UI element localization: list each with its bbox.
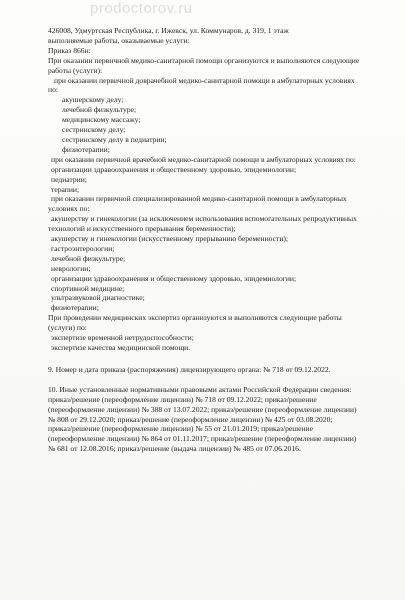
paragraph-line: (услуги) по:	[48, 323, 87, 333]
paragraph-line: приказ/решение (переоформление лицензии) № 718 от 09.12.2022; приказ/решение	[48, 394, 317, 404]
list-item: терапии;	[51, 184, 80, 194]
paragraph-line: по:	[48, 85, 58, 95]
paragraph-line: (переоформление лицензии) № 388 от 13.07.2022; приказ/решение (переоформление лицензии)	[48, 404, 357, 414]
list-item: физиотерапии;	[51, 303, 99, 313]
list-item: ультразвуковой диагностике;	[51, 293, 145, 303]
list-item: сестринскому делу;	[62, 125, 126, 135]
list-item: экспертизе временной нетрудоспособности;	[51, 333, 194, 343]
services-heading: выполняемые работы, оказываемые услуги:	[48, 35, 190, 45]
paragraph-line: При оказании первичной медико-санитарной помощи организуются и выполняются следующие	[48, 55, 360, 65]
list-item: физиотерапии;	[62, 144, 110, 154]
list-item: лечебной физкультуре;	[62, 105, 137, 115]
list-item: организации здравоохранения и общественному здоровью, эпидемиологии;	[51, 164, 297, 174]
list-item: неврологии;	[51, 263, 91, 273]
section-heading: при оказании первичной врачебной медико-санитарной помощи в амбулаторных условиях по:	[51, 154, 356, 164]
list-item: организации здравоохранения и общественному здоровью, эпидемиологии;	[51, 273, 297, 283]
list-item: педиатрии;	[51, 174, 87, 184]
order-reference: Приказ 866н:	[48, 45, 91, 55]
spacer	[48, 353, 393, 365]
paragraph-line: приказ/решение (переоформление лицензии) № 55 от 21.01.2019; приказ/решение	[48, 424, 313, 434]
paragraph-line: технологий и искусственного прерывания беременности);	[48, 224, 236, 234]
paragraph-line: № 681 от 12.08.2016; приказ/решение (выдача лицензии) № 485 от 07.06.2016.	[48, 444, 301, 454]
section-9-line: 9. Номер и дата приказа (распоряжения) лицензирующего органа: № 718 от 09.12.2022.	[48, 364, 331, 374]
list-item: экспертизе качества медицинской помощи.	[51, 343, 191, 352]
section-heading: при оказании первичной доврачебной медико-санитарной помощи в амбулаторных условиях	[54, 75, 355, 85]
list-item: акушерскому делу;	[62, 95, 124, 105]
list-item: гастроэнтерологии;	[51, 243, 115, 253]
document-body	[48, 26, 393, 454]
watermark-text: prodoctorov.ru	[90, 0, 193, 17]
paragraph-line: (переоформление лицензии) № 864 от 01.11.2017; приказ/решение (переоформление лицензии)	[48, 434, 357, 444]
list-item: акушерству и гинекологии (искусственному прерыванию беременности);	[51, 234, 289, 244]
list-item: медицинскому массажу;	[62, 115, 141, 125]
paragraph-line: работы (услуги):	[48, 65, 103, 75]
paragraph-line: условиях по:	[48, 204, 90, 214]
spacer	[48, 375, 393, 385]
list-item: акушерству и гинекологии (за исключением использования вспомогательных репродуктивных	[51, 214, 357, 224]
list-item: сестринскому делу в педиатрии;	[62, 134, 167, 144]
section-10-heading: 10. Иные установленные нормативными правовыми актами Российской Федерации сведения:	[48, 384, 352, 394]
section-heading: при оказании первичной специализированной медико-санитарной помощи в амбулаторных	[51, 194, 347, 204]
list-item: спортивной медицине;	[51, 283, 125, 293]
address-line: 426008, Удмуртская Республика, г. Ижевск, ул. Коммунаров, д. 319, 1 этаж	[48, 26, 289, 35]
paragraph-line: № 808 от 29.12.2020; приказ/решение (переоформление лицензии) № 425 от 03.08.2020;	[48, 414, 333, 424]
paragraph-line: При проведении медицинских экспертиз организуются и выполняются следующие работы	[48, 313, 342, 323]
list-item: лечебной физкультуре;	[51, 253, 126, 263]
